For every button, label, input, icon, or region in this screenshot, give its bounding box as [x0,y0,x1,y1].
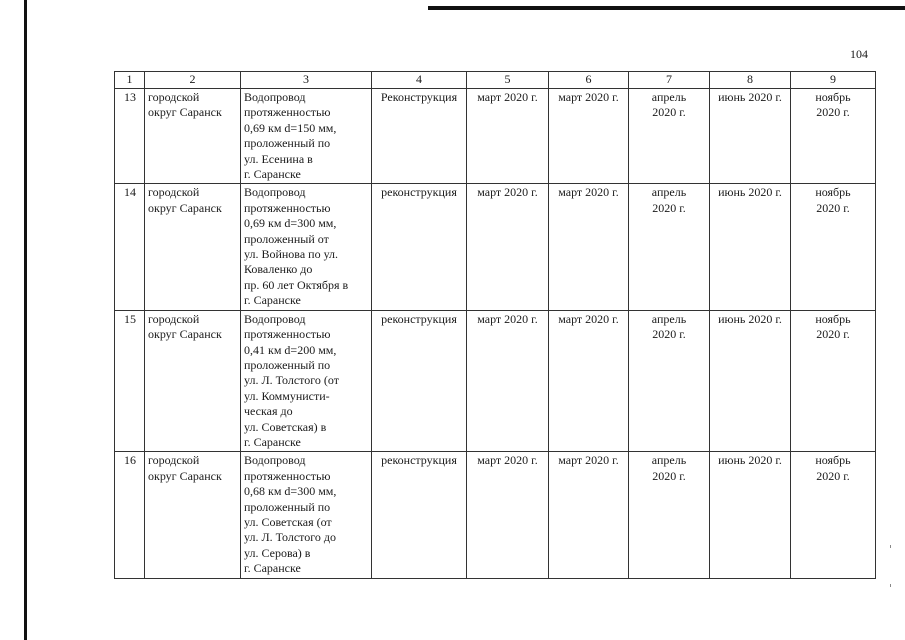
table-row [115,184,876,310]
date-cell: июнь 2020 г. [710,89,791,184]
work-type-cell: Реконструкция [372,89,467,184]
schedule-table [114,71,876,579]
municipality-cell: городской округ Саранск [145,89,241,184]
scan-edge-top [428,6,905,10]
row-number: 15 [115,310,145,452]
column-header: 8 [710,72,791,89]
date-cell: ноябрь 2020 г. [791,452,876,579]
object-cell: Водопровод протяженностью 0,68 км d=300 мм, проложенный по ул. Советская (от ул. Л. Толстого до ул. Серова) в г. Саранске [241,452,372,579]
work-type-cell: реконструкция [372,310,467,452]
column-header: 6 [549,72,629,89]
row-number: 16 [115,452,145,579]
date-cell: июнь 2020 г. [710,452,791,579]
date-cell: июнь 2020 г. [710,310,791,452]
date-cell: март 2020 г. [549,310,629,452]
municipality-cell: городской округ Саранск [145,452,241,579]
date-cell: март 2020 г. [549,89,629,184]
column-header: 3 [241,72,372,89]
date-cell: апрель 2020 г. [629,452,710,579]
date-cell: март 2020 г. [467,184,549,310]
table-row [115,452,876,579]
municipality-cell: городской округ Саранск [145,310,241,452]
object-cell: Водопровод протяженностью 0,41 км d=200 мм, проложенный по ул. Л. Толстого (от ул. Коммунисти- ческая до ул. Советская) в г. Саранске [241,310,372,452]
work-type-cell: реконструкция [372,184,467,310]
column-header: 5 [467,72,549,89]
header-row [115,72,876,89]
date-cell: апрель 2020 г. [629,184,710,310]
table-row [115,89,876,184]
row-number: 14 [115,184,145,310]
object-cell: Водопровод протяженностью 0,69 км d=150 мм, проложенный по ул. Есенина в г. Саранске [241,89,372,184]
date-cell: апрель 2020 г. [629,310,710,452]
date-cell: ноябрь 2020 г. [791,310,876,452]
date-cell: июнь 2020 г. [710,184,791,310]
object-cell: Водопровод протяженностью 0,69 км d=300 мм, проложенный от ул. Войнова по ул. Коваленко до пр. 60 лет Октября в г. Саранске [241,184,372,310]
date-cell: март 2020 г. [549,184,629,310]
table-row [115,310,876,452]
date-cell: март 2020 г. [467,452,549,579]
date-cell: апрель 2020 г. [629,89,710,184]
date-cell: ноябрь 2020 г. [791,184,876,310]
column-header: 2 [145,72,241,89]
date-cell: март 2020 г. [549,452,629,579]
date-cell: март 2020 г. [467,89,549,184]
page-number: 104 [850,47,868,61]
work-type-cell: реконструкция [372,452,467,579]
date-cell: ноябрь 2020 г. [791,89,876,184]
row-number: 13 [115,89,145,184]
column-header: 4 [372,72,467,89]
municipality-cell: городской округ Саранск [145,184,241,310]
scan-mark [890,584,891,587]
date-cell: март 2020 г. [467,310,549,452]
column-header: 1 [115,72,145,89]
scan-mark [890,545,891,548]
column-header: 9 [791,72,876,89]
scan-edge-left [24,0,27,640]
column-header: 7 [629,72,710,89]
